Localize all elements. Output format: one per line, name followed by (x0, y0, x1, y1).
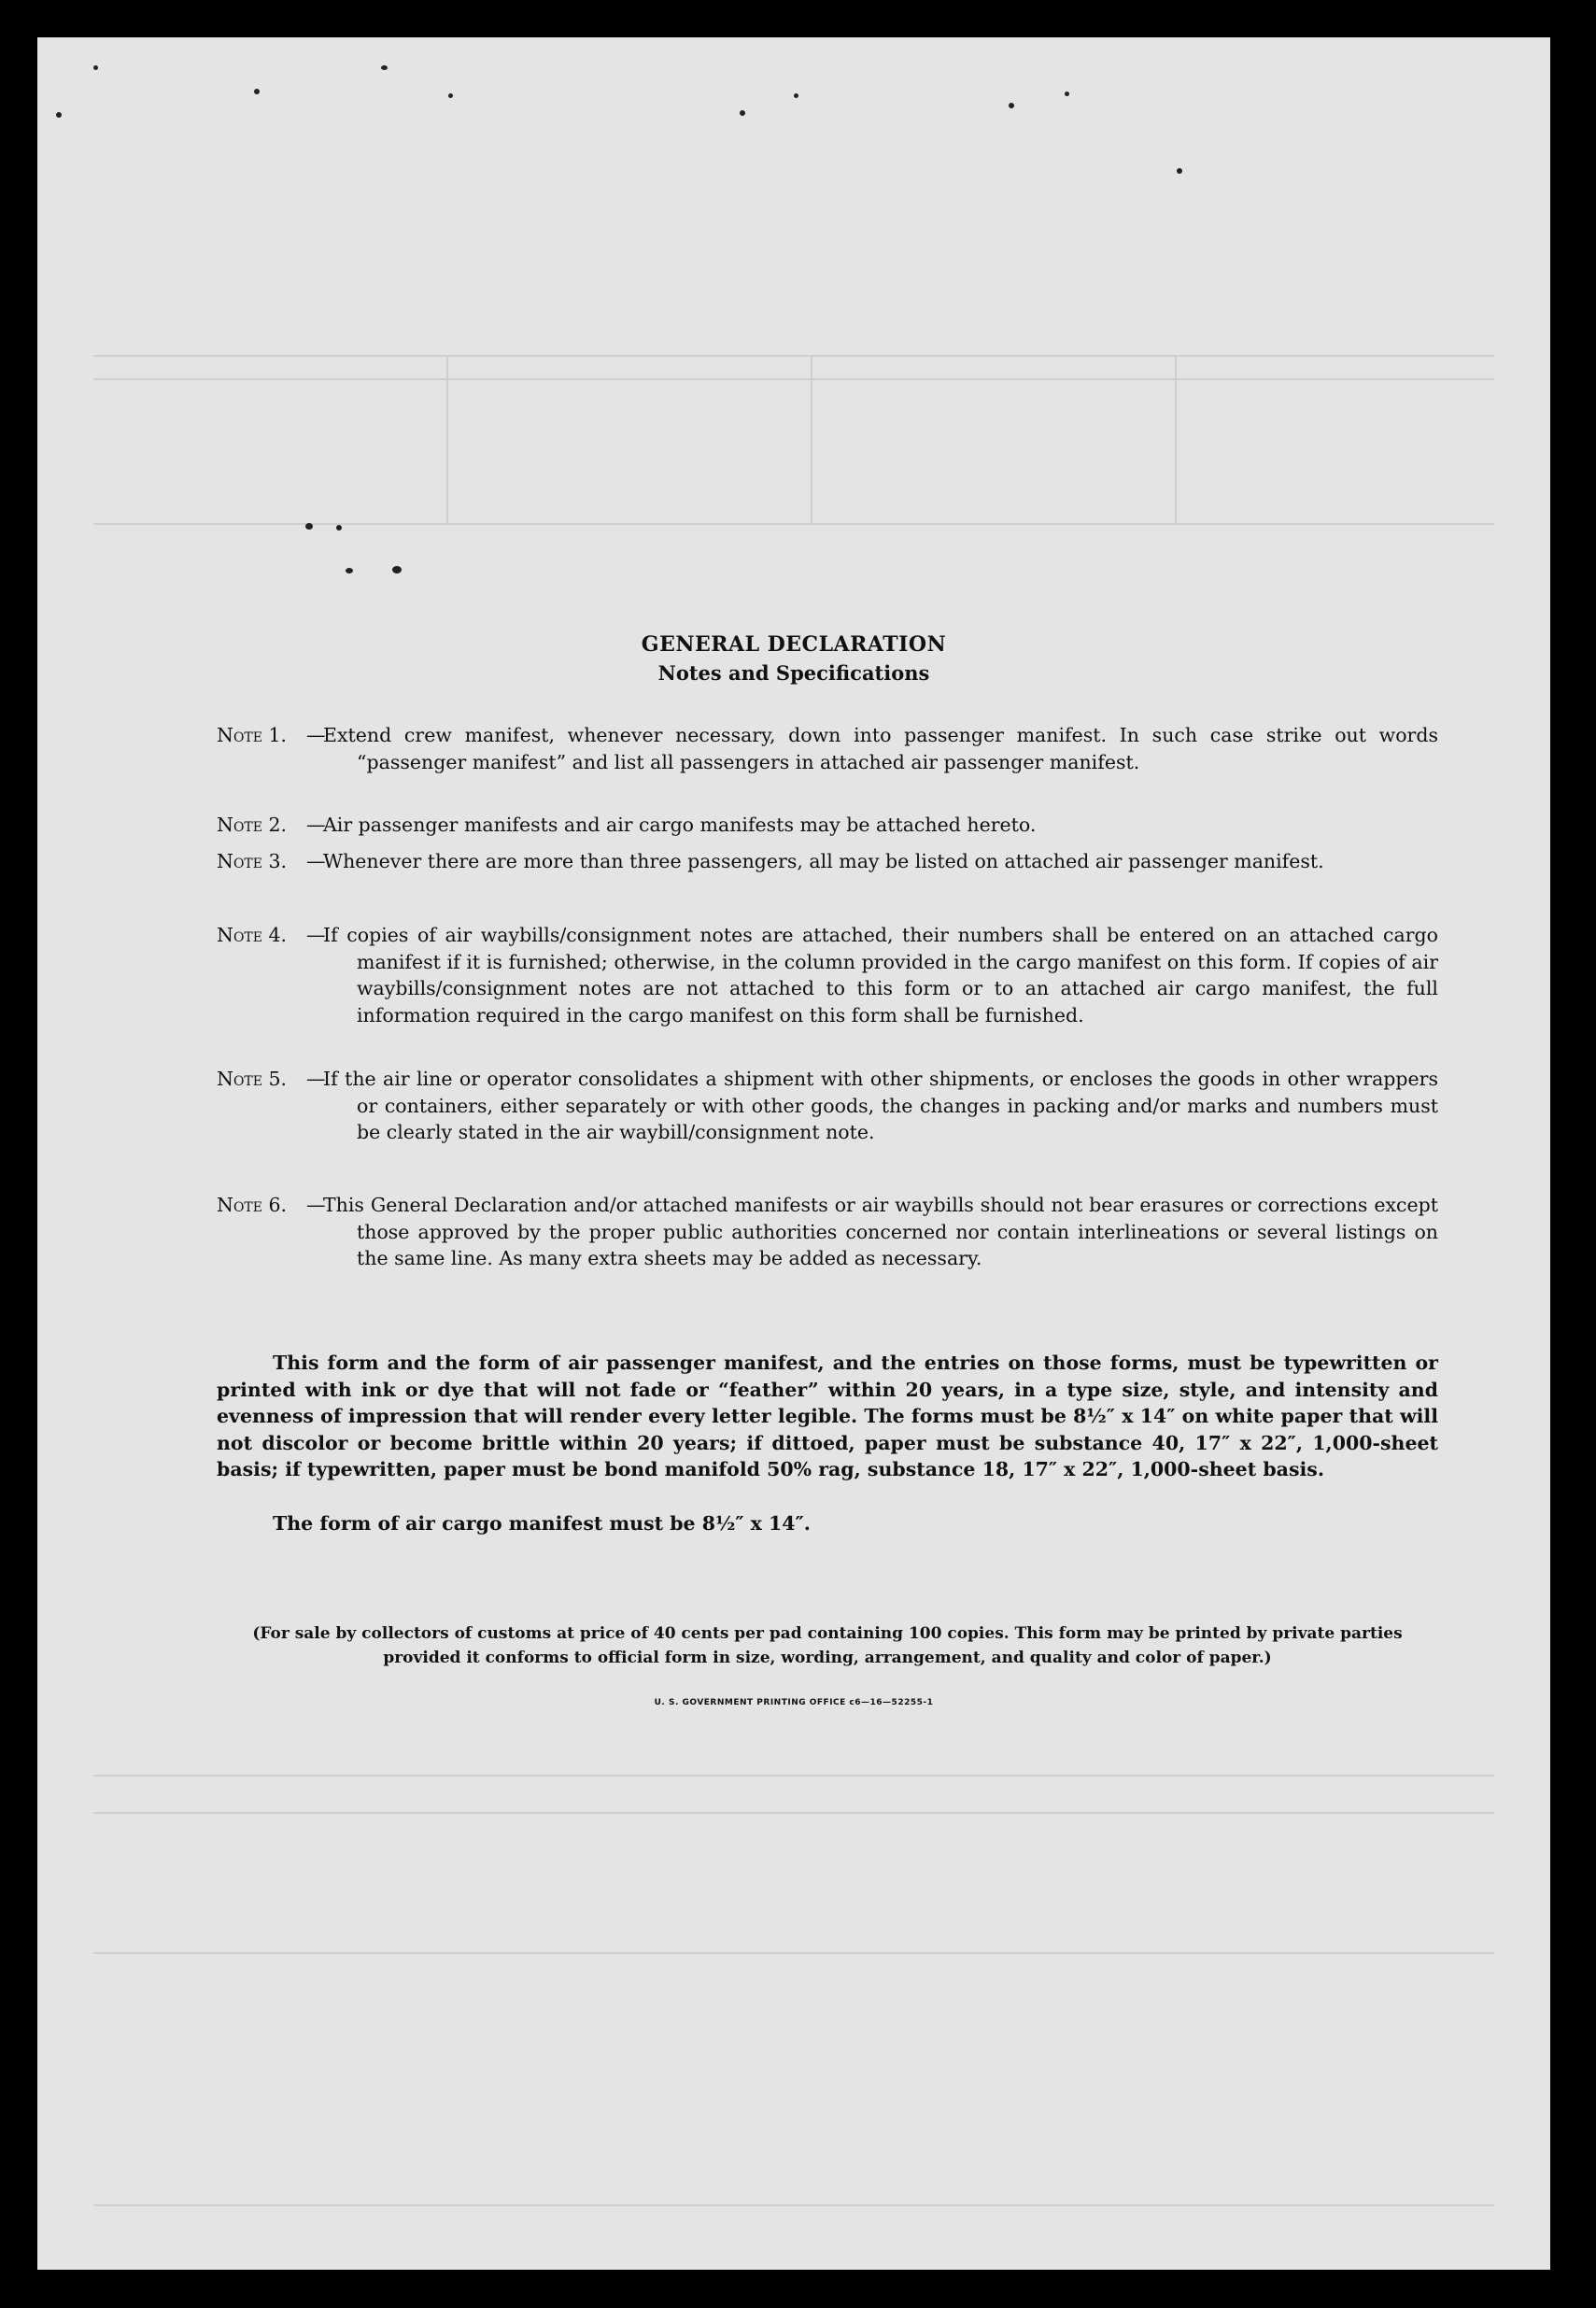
note-text: — If the air line or operator consolidates a shipment with other shipments, or encloses the goods in other wrappers or containers, either separately or with other goods, the changes in packing and/or marks and numbers must be clearly stated in the air waybill/consignment note. (340, 1066, 1438, 1146)
note-label: Note 6. (217, 1194, 288, 1216)
note-2 (217, 812, 1438, 839)
note-3 (217, 848, 1438, 875)
note-text: — Extend crew manifest, whenever necessary, down into passenger manifest. In such case strike out words “passenger manifest” and list all passengers in attached air passenger manifest. (340, 722, 1438, 775)
cargo-manifest-size: The form of air cargo manifest must be 8½″ x 14″. (273, 1512, 811, 1535)
note-text: — This General Declaration and/or attached manifests or air waybills should not bear erasures or corrections except those approved by the proper public authorities concerned nor contain interlineations or several listings on the same line. As many extra sheets may be added as necessary. (340, 1192, 1438, 1272)
note-label: Note 4. (217, 924, 288, 946)
page-subtitle: Notes and Specifications (657, 661, 930, 685)
note-text: — Whenever there are more than three passengers, all may be listed on attached air passenger manifest. (340, 848, 1438, 875)
note-label: Note 2. (217, 814, 288, 836)
printer-imprint: U. S. GOVERNMENT PRINTING OFFICE c6—16—52255-1 (654, 1698, 934, 1707)
note-label: Note 1. (217, 724, 288, 746)
specification-paragraph: This form and the form of air passenger manifest, and the entries on those forms, must be typewritten or printed with ink or dye that will not fade or “feather” within 20 years, in a type size, style, and intensity and evenness of impression that will render every letter legible. The forms must be 8½″ x 14″ on white paper that will not discolor or become brittle within 20 years; if dittoed, paper must be substance 40, 17″ x 22″, 1,000-sheet basis; if typewritten, paper must be bond manifold 50% rag, substance 18, 17″ x 22″, 1,000-sheet basis. (217, 1352, 1438, 1481)
note-5 (217, 1066, 1438, 1146)
page-title: GENERAL DECLARATION (641, 632, 947, 657)
note-6 (217, 1192, 1438, 1272)
note-text: — Air passenger manifests and air cargo manifests may be attached hereto. (340, 812, 1438, 839)
sale-notice: (For sale by collectors of customs at price of 40 cents per pad containing 100 copies. This form may be printed by private parties provided it conforms to official form in size, wording, arrangement, and quality and color of paper.) (252, 1624, 1403, 1667)
note-4 (217, 922, 1438, 1028)
document-page (37, 37, 1550, 2270)
note-label: Note 5. (217, 1068, 288, 1090)
note-label: Note 3. (217, 850, 288, 872)
note-text: — If copies of air waybills/consignment notes are attached, their numbers shall be entered on an attached cargo manifest if it is furnished; otherwise, in the column provided in the cargo manifest on this form. If copies of air waybills/consignment notes are not attached to this form or to an attached air cargo manifest, the full information required in the cargo manifest on this form shall be furnished. (340, 922, 1438, 1028)
note-1 (217, 722, 1438, 775)
